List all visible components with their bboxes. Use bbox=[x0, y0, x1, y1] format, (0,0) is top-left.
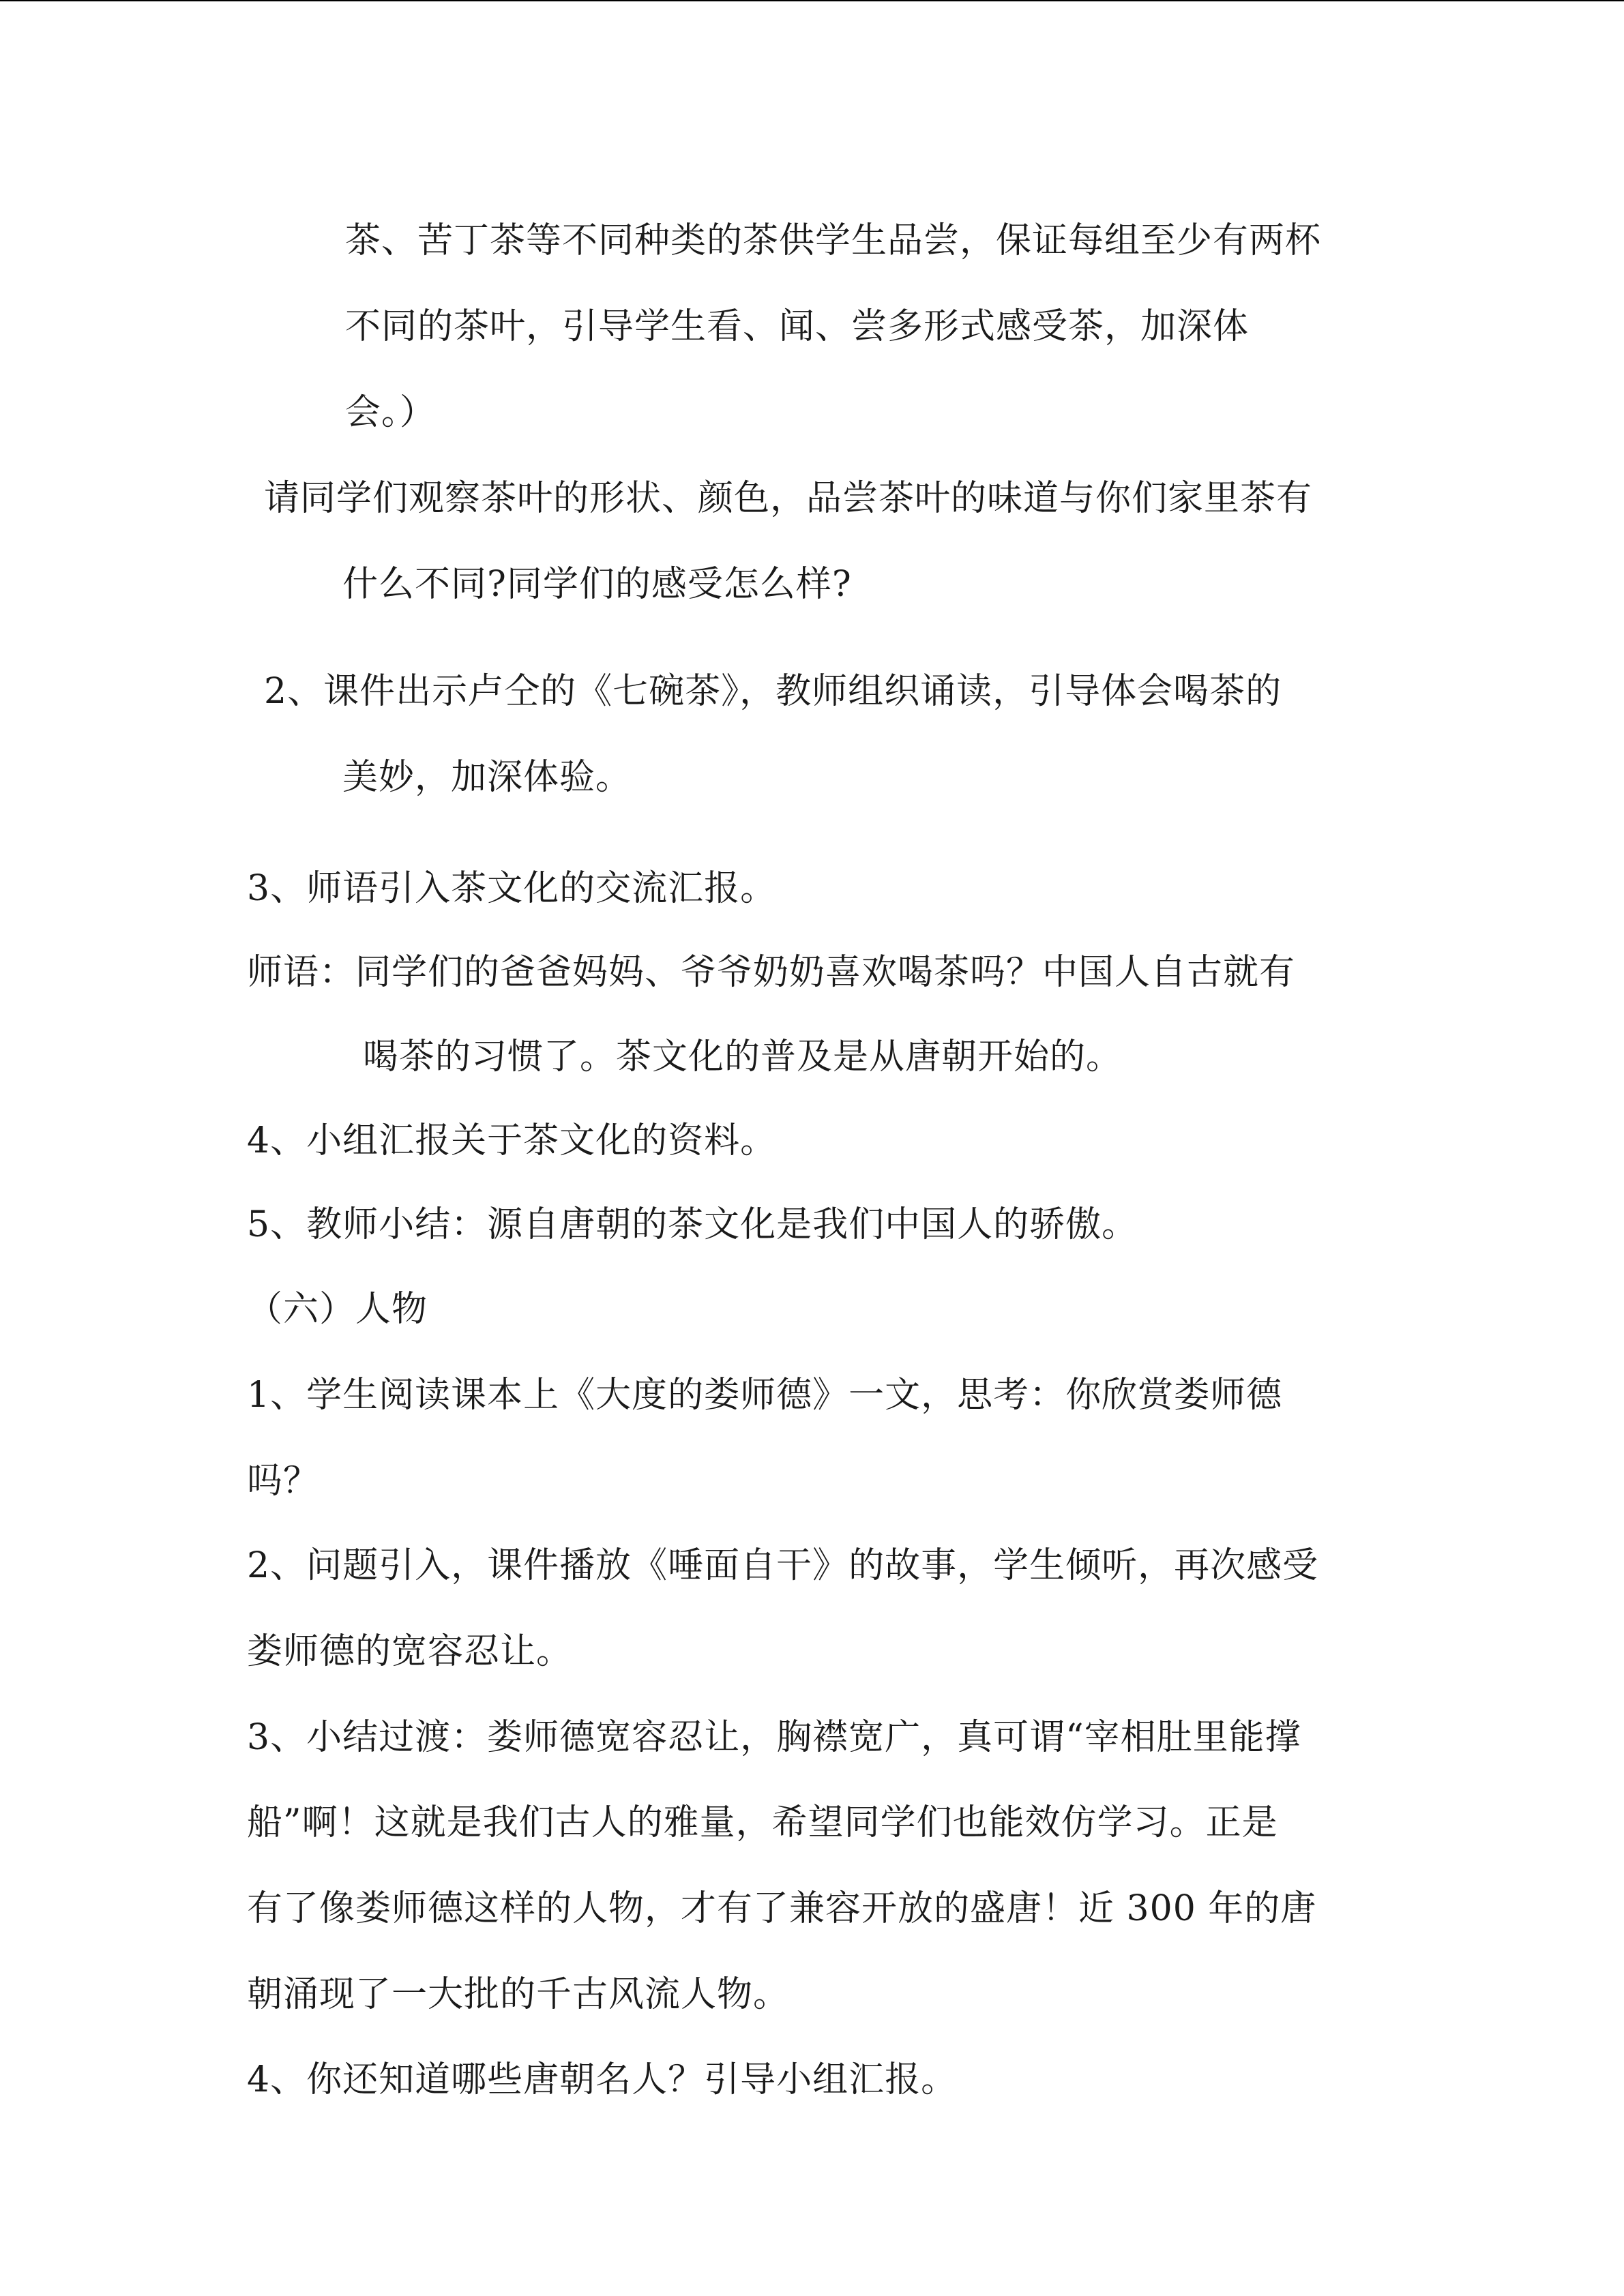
text-line: 吗？ bbox=[247, 1461, 320, 1502]
text-line: 船”啊！这就是我们古人的雅量，希望同学们也能效仿学习。正是 bbox=[247, 1802, 1278, 1843]
text-line: 1、学生阅读课本上《大度的娄师德》一文，思考：你欣赏娄师德 bbox=[247, 1375, 1283, 1416]
text-line: 2、问题引入，课件播放《唾面自干》的故事，学生倾听，再次感受 bbox=[247, 1545, 1319, 1586]
text-line: 2、课件出示卢仝的《七碗茶》，教师组织诵读，引导体会喝茶的 bbox=[264, 671, 1282, 712]
text-line: 朝涌现了一大批的千古风流人物。 bbox=[247, 1974, 790, 2015]
text-line: 4、你还知道哪些唐朝名人？引导小组汇报。 bbox=[247, 2059, 958, 2100]
text-line: 不同的茶叶，引导学生看、闻、尝多形式感受茶，加深体 bbox=[345, 306, 1250, 347]
text-line: 3、师语引入茶文化的交流汇报。 bbox=[247, 868, 777, 909]
text-line: 有了像娄师德这样的人物，才有了兼容开放的盛唐！近 300 年的唐 bbox=[247, 1888, 1317, 1929]
section-heading: （六）人物 bbox=[247, 1289, 428, 1330]
text-line: 喝茶的习惯了。茶文化的普及是从唐朝开始的。 bbox=[363, 1037, 1123, 1077]
text-line: 茶、苦丁茶等不同种类的茶供学生品尝，保证每组至少有两杯 bbox=[345, 220, 1322, 261]
text-line: 5、教师小结：源自唐朝的茶文化是我们中国人的骄傲。 bbox=[247, 1204, 1138, 1245]
text-line: 请同学们观察茶叶的形状、颜色，品尝茶叶的味道与你们家里茶有 bbox=[264, 478, 1313, 519]
text-line: 会。） bbox=[345, 392, 437, 433]
text-line: 什么不同?同学们的感受怎么样? bbox=[342, 564, 852, 605]
text-line: 师语：同学们的爸爸妈妈、爷爷奶奶喜欢喝茶吗？中国人自古就有 bbox=[247, 952, 1296, 993]
text-line: 美妙，加深体验。 bbox=[342, 757, 632, 798]
text-line: 3、小结过渡：娄师德宽容忍让，胸襟宽广，真可谓“宰相肚里能撑 bbox=[247, 1717, 1301, 1758]
text-line: 4、小组汇报关于茶文化的资料。 bbox=[247, 1120, 777, 1161]
text-line: 娄师德的宽容忍让。 bbox=[247, 1631, 573, 1672]
